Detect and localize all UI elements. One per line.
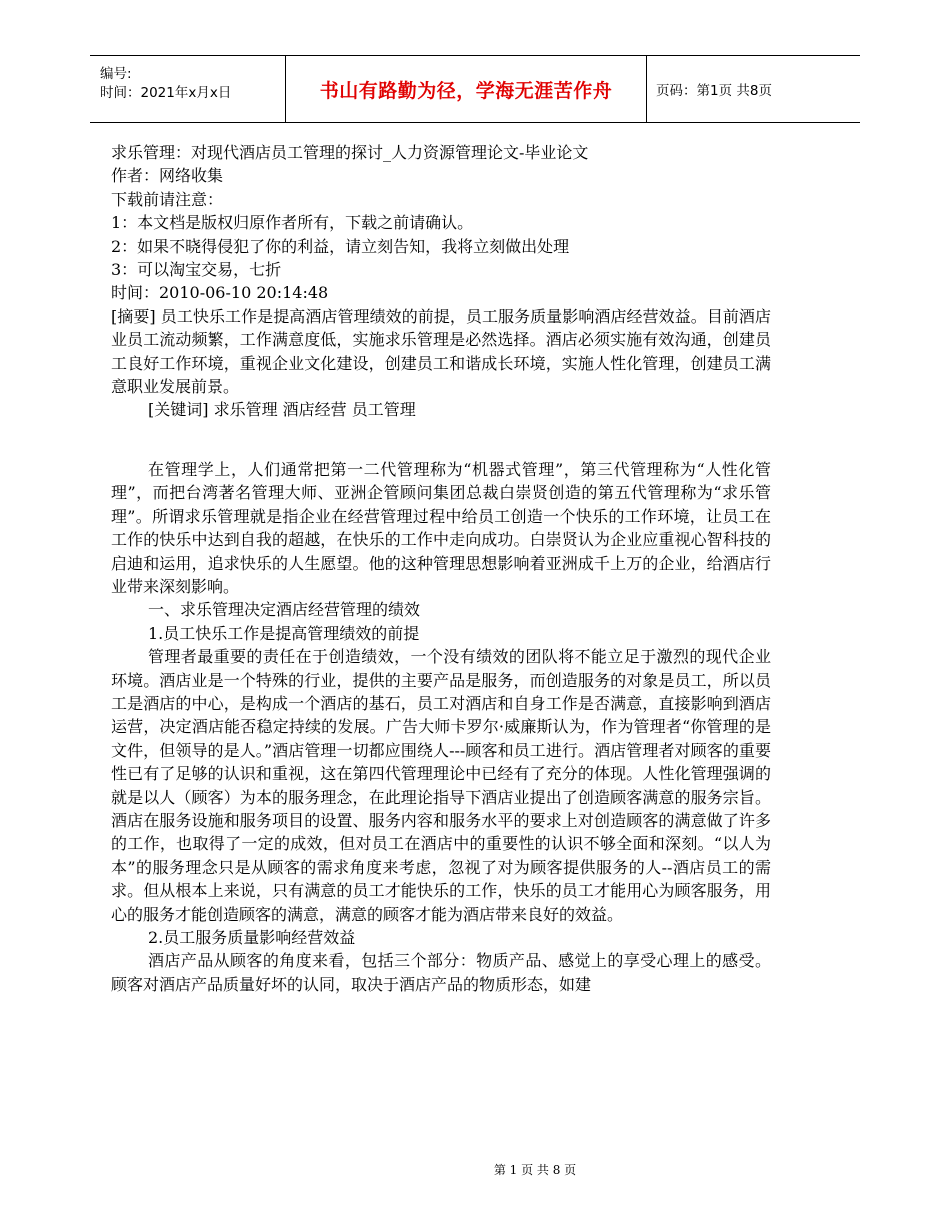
doc-time-label: 时间：2021年x月x日: [100, 85, 232, 101]
blank-line: [111, 422, 771, 446]
header-motto: 书山有路勤为径，学海无涯苦作舟: [319, 79, 613, 102]
subsection-heading-2: 2.员工服务质量影响经营效益: [148, 928, 356, 947]
body-paragraph-1: 管理者最重要的责任在于创造绩效，一个没有绩效的团队将不能立足于激烈的现代企业环境。酒店业是一个特殊的行业，提供的主要产品是服务，而创造服务的对象是员工，所以员工是酒店的中心，是构成一个酒店的基石，员工对酒店和自身工作是否满意，直接影响到酒店运营，决定酒店能否稳定持续的发展。广告大师卡罗尔·威廉斯认为，作为管理者“你管理的是文件，但领导的是人。”酒店管理一切都应围绕人---顾客和员工进行。酒店管理者对顾客的重要性已有了足够的认识和重视，这在第四代管理理论中已经有了充分的体现。人性化管理强调的就是以人（顾客）为本的服务理念，在此理论指导下酒店业提出了创造顾客满意的服务宗旨。酒店在服务设施和服务项目的设置、服务内容和服务水平的要求上对创造顾客的满意做了许多的工作，也取得了一定的成效，但对员工在酒店中的重要性的认识不够全面和深刻。“以人为本”的服务理念只是从顾客的需求角度来考虑，忽视了对为顾客提供服务的人--酒店员工的需求。但从根本上来说，只有满意的员工才能快乐的工作，快乐的员工才能用心为顾客服务，用心的服务才能创造顾客的满意，满意的顾客才能为酒店带来良好的效益。: [111, 647, 771, 924]
notice-item-1: 1：本文档是版权归原作者所有，下载之前请确认。: [111, 213, 474, 233]
notice-item-3: 3：可以淘宝交易，七折: [111, 260, 282, 280]
doc-author: 作者：网络收集: [111, 166, 224, 186]
header-motto-box: [285, 56, 647, 122]
doc-time: 时间：2010-06-10 20:14:48: [111, 283, 329, 303]
body-paragraph-2: 酒店产品从顾客的角度来看，包括三个部分：物质产品、感觉上的享受心理上的感受。顾客对酒店产品质量好坏的认同，取决于酒店产品的物质形态，如建: [111, 951, 771, 994]
section-heading-1: 一、求乐管理决定酒店经营管理的绩效: [148, 600, 421, 620]
document-body: [111, 141, 771, 996]
subsection-heading-1: 1.员工快乐工作是提高管理绩效的前提: [148, 623, 420, 643]
doc-title: 求乐管理：对现代酒店员工管理的探讨_人力资源管理论文-毕业论文: [111, 143, 589, 162]
intro-paragraph: 在管理学上，人们通常把第一二代管理称为“机器式管理”，第三代管理称为“人性化管理”，而把台湾著名管理大师、亚洲企管顾问集团总裁白崇贤创造的第五代管理称为“求乐管理”。所谓求乐管理就是指企业在经营管理过程中给员工创造一个快乐的工作环境，让员工在工作的快乐中达到自我的超越，在快乐的工作中走向成功。白崇贤认为企业应重视心智科技的启迪和运用，追求快乐的人生愿望。他的这种管理思想影响着亚洲成千上万的企业，给酒店行业带来深刻影响。: [111, 459, 771, 596]
page-footer: 第 1 页 共 8 页: [493, 1163, 577, 1177]
notice-item-2: 2：如果不晓得侵犯了你的利益，请立刻告知，我将立刻做出处理: [111, 236, 570, 256]
blank-line: [111, 446, 771, 458]
keywords-line: [关键词] 求乐管理 酒店经营 员工管理: [148, 400, 416, 420]
header-meta: [90, 56, 285, 122]
header-page-box: [646, 56, 860, 122]
notice-title: 下载前请注意：: [111, 189, 224, 209]
page-header: [90, 55, 860, 123]
abstract-paragraph: [摘要] 员工快乐工作是提高酒店管理绩效的前提，员工服务质量影响酒店经营效益。目前酒店业员工流动频繁，工作满意度低，实施求乐管理是必然选择。酒店必须实施有效沟通，创建员工良好工作环境，重视企业文化建设，创建员工和谐成长环境，实施人性化管理，创建员工满意职业发展前景。: [111, 306, 771, 397]
doc-number-label: 编号:: [100, 66, 132, 82]
header-page-label: 页码：第1页 共8页: [656, 83, 772, 99]
